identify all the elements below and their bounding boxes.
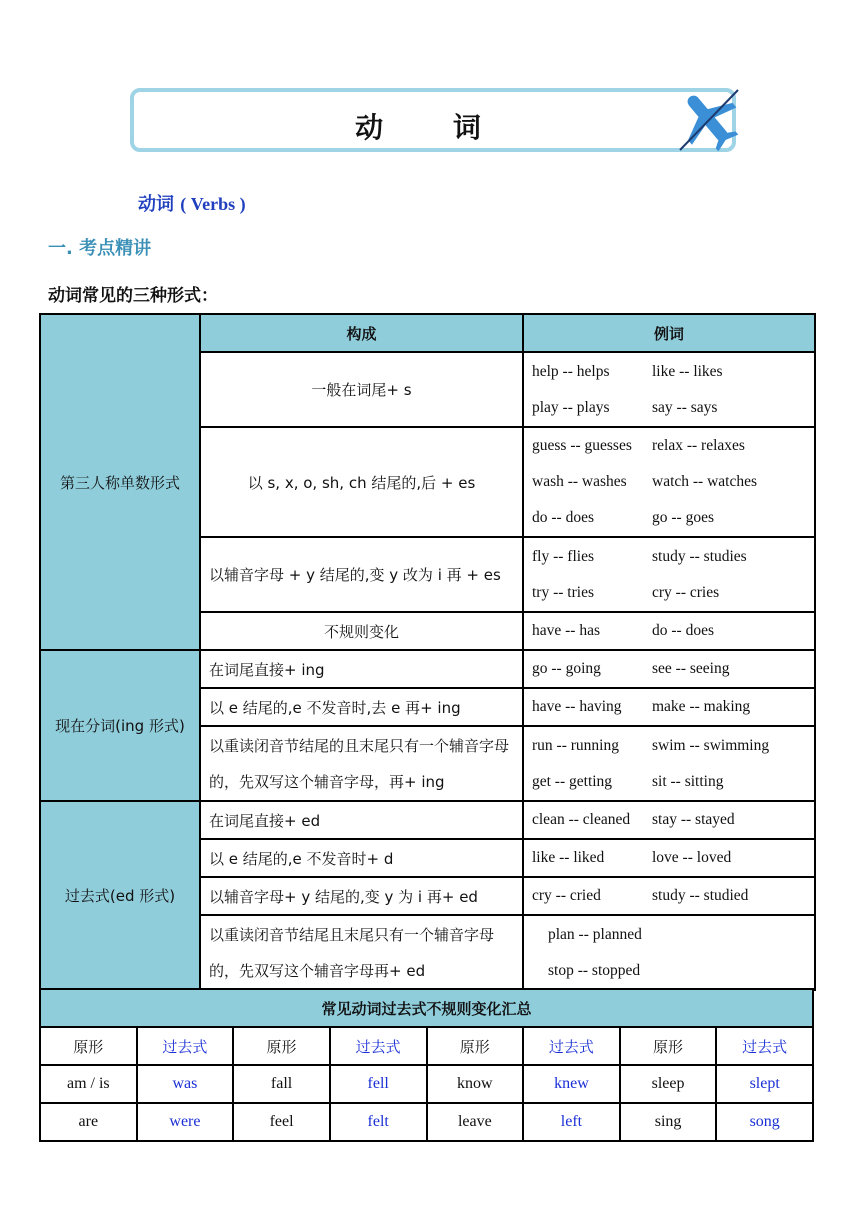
examples-cell xyxy=(523,352,815,427)
subtitle xyxy=(138,190,246,216)
header-examples: 例词 xyxy=(523,314,815,352)
base-form: am / is xyxy=(40,1065,137,1103)
category-cell: 第三人称单数形式 xyxy=(40,314,200,650)
irregular-title: 常见动词过去式不规则变化汇总 xyxy=(40,989,813,1027)
col-base: 原形 xyxy=(427,1027,524,1065)
col-past: 过去式 xyxy=(716,1027,813,1065)
table-row xyxy=(40,1065,813,1103)
examples-cell xyxy=(523,427,815,537)
examples-cell xyxy=(523,688,815,726)
past-form: were xyxy=(137,1103,234,1141)
examples-cell xyxy=(523,839,815,877)
past-form: felt xyxy=(330,1103,427,1141)
col-past: 过去式 xyxy=(523,1027,620,1065)
example: guess -- guesses xyxy=(532,437,632,454)
rule-cell: 在词尾直接+ ed xyxy=(200,801,523,839)
example: cry -- cried xyxy=(532,887,601,904)
example: stay -- stayed xyxy=(652,811,735,828)
past-form: fell xyxy=(330,1065,427,1103)
example: play -- plays xyxy=(532,398,610,416)
base-form: know xyxy=(427,1065,524,1103)
example: fly -- flies xyxy=(532,547,594,565)
example: love -- loved xyxy=(652,849,732,866)
category-cell: 过去式(ed 形式) xyxy=(40,801,200,990)
example: watch -- watches xyxy=(652,473,758,490)
subtitle-en: ( Verbs ) xyxy=(180,194,246,214)
rule-cell: 以重读闭音节结尾且末尾只有一个辅音字母的，先双写这个辅音字母再+ ed xyxy=(200,915,523,990)
rule-cell: 以 s, x, o, sh, ch 结尾的,后 + es xyxy=(200,427,523,537)
example: do -- does xyxy=(532,509,594,526)
example: go -- goes xyxy=(652,509,714,526)
example: get -- getting xyxy=(532,772,613,790)
example: study -- studied xyxy=(652,887,749,904)
example: cry -- cries xyxy=(652,583,720,601)
example: stop -- stopped xyxy=(548,961,641,979)
col-base: 原形 xyxy=(233,1027,330,1065)
rule-cell: 以辅音字母+ y 结尾的,变 y 为 i 再+ ed xyxy=(200,877,523,915)
past-form: song xyxy=(716,1103,813,1141)
rule-cell: 以 e 结尾的,e 不发音时+ d xyxy=(200,839,523,877)
base-form: are xyxy=(40,1103,137,1141)
past-form: left xyxy=(523,1103,620,1141)
example: do -- does xyxy=(652,622,714,639)
examples-cell xyxy=(523,650,815,688)
example: say -- says xyxy=(652,398,718,416)
category-cell: 现在分词(ing 形式) xyxy=(40,650,200,801)
header-formation: 构成 xyxy=(200,314,523,352)
example: have -- has xyxy=(532,622,600,639)
past-form: knew xyxy=(523,1065,620,1103)
table-heading: 动词常见的三种形式： xyxy=(48,286,218,306)
base-form: sing xyxy=(620,1103,717,1141)
examples-cell xyxy=(523,612,815,650)
title-banner xyxy=(130,88,736,152)
section-heading: 一. 考点精讲 xyxy=(48,238,152,259)
example: go -- going xyxy=(532,660,601,677)
rule-cell: 以重读闭音节结尾的且末尾只有一个辅音字母的，先双写这个辅音字母，再+ ing xyxy=(200,726,523,801)
example: study -- studies xyxy=(652,547,747,565)
rule-cell: 在词尾直接+ ing xyxy=(200,650,523,688)
example: sit -- sitting xyxy=(652,772,724,790)
examples-cell xyxy=(523,537,815,612)
rule-cell: 不规则变化 xyxy=(200,612,523,650)
past-form: slept xyxy=(716,1065,813,1103)
example: have -- having xyxy=(532,698,622,715)
airplane-icon xyxy=(676,86,742,154)
example: wash -- washes xyxy=(532,473,627,490)
examples-cell xyxy=(523,877,815,915)
base-form: fall xyxy=(233,1065,330,1103)
examples-cell xyxy=(523,726,815,801)
base-form: sleep xyxy=(620,1065,717,1103)
irregular-verbs-table xyxy=(39,988,814,1142)
page-title: 动 词 xyxy=(355,111,511,144)
base-form: feel xyxy=(233,1103,330,1141)
base-form: leave xyxy=(427,1103,524,1141)
example: make -- making xyxy=(652,698,751,715)
col-past: 过去式 xyxy=(137,1027,234,1065)
verb-forms-table xyxy=(39,313,816,991)
rule-cell: 一般在词尾+ s xyxy=(200,352,523,427)
subtitle-cn: 动词 xyxy=(138,194,174,215)
col-base: 原形 xyxy=(40,1027,137,1065)
examples-cell xyxy=(523,915,815,990)
example: clean -- cleaned xyxy=(532,811,631,828)
rule-cell: 以 e 结尾的,e 不发音时,去 e 再+ ing xyxy=(200,688,523,726)
col-base: 原形 xyxy=(620,1027,717,1065)
example: help -- helps xyxy=(532,362,610,380)
example: try -- tries xyxy=(532,583,594,601)
col-past: 过去式 xyxy=(330,1027,427,1065)
past-form: was xyxy=(137,1065,234,1103)
table-row xyxy=(40,1103,813,1141)
rule-cell: 以辅音字母 + y 结尾的,变 y 改为 i 再 + es xyxy=(200,537,523,612)
example: relax -- relaxes xyxy=(652,437,745,454)
example: plan -- planned xyxy=(548,925,642,943)
example: like -- likes xyxy=(652,362,723,380)
example: run -- running xyxy=(532,736,619,754)
examples-cell xyxy=(523,801,815,839)
example: see -- seeing xyxy=(652,660,730,677)
example: like -- liked xyxy=(532,849,605,866)
example: swim -- swimming xyxy=(652,736,770,754)
